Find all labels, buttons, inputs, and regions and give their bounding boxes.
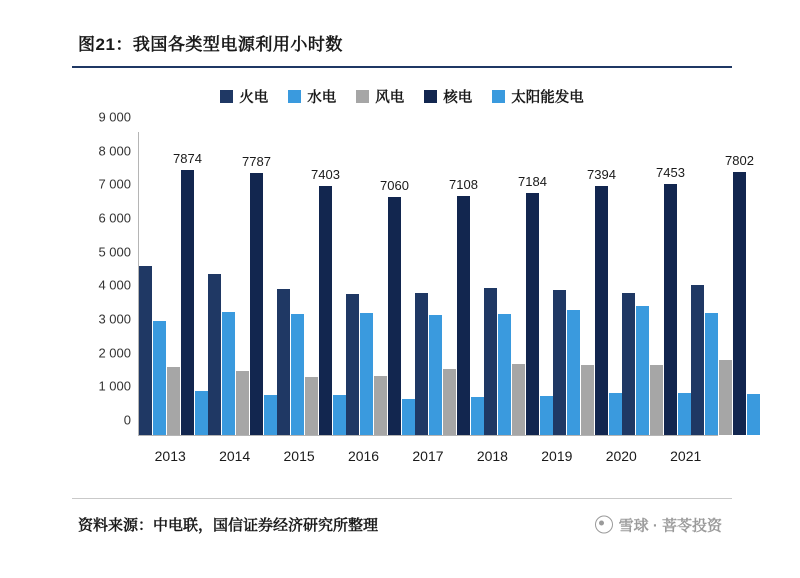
legend-label: 风电 xyxy=(375,89,405,106)
x-axis-tick-label: 2014 xyxy=(219,448,251,464)
x-axis-labels xyxy=(138,448,718,470)
y-axis-tick-label: 7 000 xyxy=(98,176,131,192)
bar[interactable] xyxy=(540,396,553,435)
y-axis-tick-label: 9 000 xyxy=(98,109,131,125)
bar-group xyxy=(277,132,346,435)
bar[interactable] xyxy=(222,312,235,435)
legend-label: 太阳能发电 xyxy=(511,89,584,106)
figure-source-row xyxy=(72,498,732,550)
bar[interactable] xyxy=(173,150,202,435)
bar-value-label: 7403 xyxy=(311,166,340,182)
legend-item[interactable] xyxy=(356,86,404,107)
chart-legend xyxy=(72,74,732,118)
bar[interactable] xyxy=(747,394,760,435)
bar-group xyxy=(553,132,622,435)
bar[interactable] xyxy=(471,397,484,436)
x-axis-tick-label: 2021 xyxy=(670,448,702,464)
watermark-label: 雪球 · 菩苓投资 xyxy=(618,517,722,534)
bar-value-label: 7802 xyxy=(725,153,754,169)
bar[interactable] xyxy=(636,306,649,435)
bar[interactable] xyxy=(346,294,359,435)
bar[interactable] xyxy=(277,289,290,435)
y-axis-tick-label: 8 000 xyxy=(98,143,131,159)
bar-value-label: 7394 xyxy=(587,167,616,183)
bar-value-label: 7453 xyxy=(656,165,685,181)
x-axis-tick-label: 2019 xyxy=(541,448,573,464)
y-axis-tick-label: 3 000 xyxy=(98,311,131,327)
bar[interactable] xyxy=(311,166,340,435)
bar[interactable] xyxy=(567,310,580,435)
x-axis-tick-label: 2016 xyxy=(347,448,380,464)
legend-swatch-icon xyxy=(492,90,505,103)
legend-swatch-icon xyxy=(356,90,369,103)
bar[interactable] xyxy=(587,167,616,435)
bar-group xyxy=(415,132,484,435)
bar-group xyxy=(208,132,277,435)
page-title: 图21：我国各类型电源利用小时数 xyxy=(78,34,343,54)
y-axis-tick-label: 5 000 xyxy=(98,244,131,260)
bar[interactable] xyxy=(656,165,685,435)
bar[interactable] xyxy=(705,313,718,435)
figure-container xyxy=(72,18,754,560)
bar[interactable] xyxy=(236,371,249,435)
bar[interactable] xyxy=(581,365,594,435)
legend-item[interactable] xyxy=(288,86,336,107)
figure-title-row xyxy=(72,18,732,68)
x-axis-tick-label: 2020 xyxy=(605,448,637,464)
bar-value-label: 7874 xyxy=(173,150,202,166)
bar[interactable] xyxy=(208,274,221,435)
bar-value-label: 7108 xyxy=(449,176,478,192)
chart-plot-wrapper xyxy=(72,109,754,498)
bar[interactable] xyxy=(484,288,497,435)
bar[interactable] xyxy=(291,314,304,435)
y-axis-tick-label: 2 000 xyxy=(98,345,131,361)
y-axis-tick-label: 6 000 xyxy=(98,210,131,226)
bar[interactable] xyxy=(553,290,566,435)
bar[interactable] xyxy=(443,369,456,435)
x-axis-tick-label: 2015 xyxy=(283,448,315,464)
bar[interactable] xyxy=(678,393,691,435)
bar[interactable] xyxy=(402,399,415,435)
bar[interactable] xyxy=(264,395,277,435)
x-axis-tick-label: 2018 xyxy=(476,448,508,464)
bar[interactable] xyxy=(512,364,525,435)
y-axis-tick-label: 4 000 xyxy=(98,277,131,293)
bar[interactable] xyxy=(449,176,478,435)
legend-item[interactable] xyxy=(424,86,472,107)
chart-plot-area xyxy=(98,109,754,436)
legend-label: 火电 xyxy=(239,89,269,106)
bar[interactable] xyxy=(195,391,208,435)
legend-label: 水电 xyxy=(307,89,337,106)
bar[interactable] xyxy=(622,293,635,435)
x-axis-tick-label: 2013 xyxy=(154,448,186,464)
y-axis-tick-label: 0 xyxy=(123,412,131,428)
bar[interactable] xyxy=(415,293,428,435)
bar[interactable] xyxy=(167,367,180,435)
watermark xyxy=(595,514,722,535)
bar[interactable] xyxy=(609,393,622,435)
bar[interactable] xyxy=(360,313,373,435)
legend-swatch-icon xyxy=(424,90,437,103)
watermark-logo-icon xyxy=(595,516,613,534)
legend-swatch-icon xyxy=(288,90,301,103)
bar-group xyxy=(691,132,760,435)
legend-item[interactable] xyxy=(220,86,268,107)
bar[interactable] xyxy=(725,153,754,435)
bar[interactable] xyxy=(429,315,442,435)
bar-group xyxy=(139,132,208,435)
bar[interactable] xyxy=(380,178,409,435)
bar[interactable] xyxy=(139,266,152,435)
bar[interactable] xyxy=(691,285,704,435)
x-axis-tick-label: 2017 xyxy=(412,448,444,464)
source-note: 资料来源：中电联，国信证券经济研究所整理 xyxy=(78,517,379,534)
bar-group xyxy=(484,132,553,435)
legend-swatch-icon xyxy=(220,90,233,103)
bar-groups xyxy=(139,132,754,435)
bar[interactable] xyxy=(518,174,547,435)
bar[interactable] xyxy=(333,395,346,435)
bar[interactable] xyxy=(242,153,271,435)
bar[interactable] xyxy=(153,321,166,435)
bar-group xyxy=(622,132,691,435)
bar-value-label: 7787 xyxy=(242,153,271,169)
bar[interactable] xyxy=(498,314,511,435)
bar[interactable] xyxy=(305,377,318,435)
bar[interactable] xyxy=(650,365,663,435)
y-axis-tick-label: 1 000 xyxy=(98,378,131,394)
bar-group xyxy=(346,132,415,435)
bar-value-label: 7184 xyxy=(518,174,547,190)
legend-item[interactable] xyxy=(492,86,584,107)
bar[interactable] xyxy=(374,376,387,435)
legend-label: 核电 xyxy=(443,89,473,106)
bar-value-label: 7060 xyxy=(380,178,409,194)
bar[interactable] xyxy=(719,360,732,435)
